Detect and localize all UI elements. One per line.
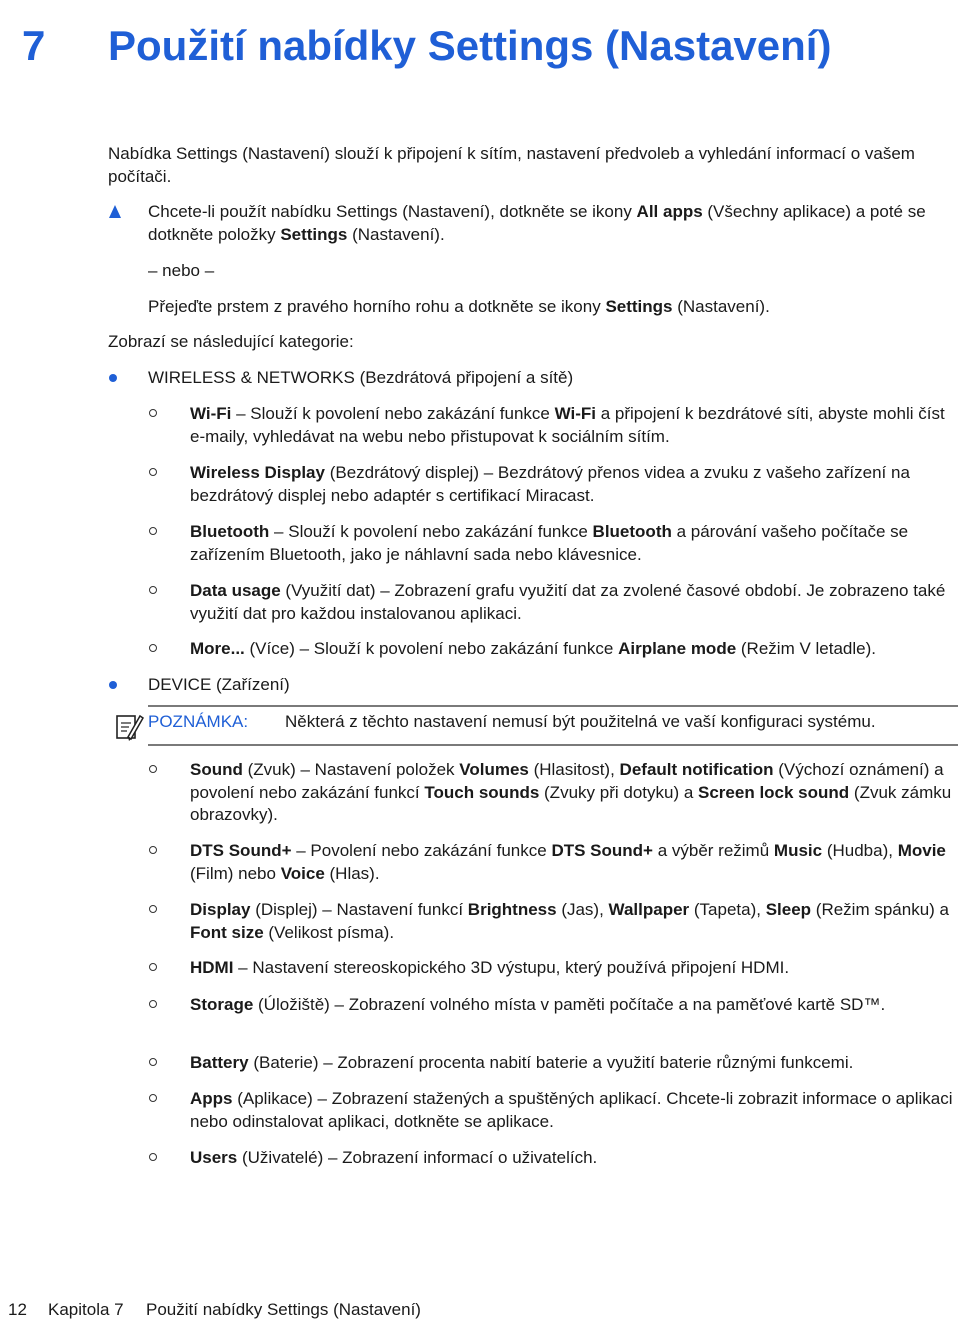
item-bullet — [149, 644, 157, 652]
item-bullet — [149, 468, 157, 476]
device-item-dts-sound: DTS Sound+ – Povolení nebo zakázání funkce DTS Sound+ a výběr režimů Music (Hudba), Movie (Film) nebo Voice (Hlas). — [190, 841, 946, 883]
wireless-item-more: More... (Více) – Slouží k povolení nebo zakázání funkce Airplane mode (Režim V letadle). — [190, 639, 876, 658]
page-number: 12 — [8, 1300, 27, 1319]
device-heading: DEVICE (Zařízení) — [148, 675, 290, 694]
device-item-storage: Storage (Úložiště) – Zobrazení volného místa v paměti počítače a na paměťové kartě SD™. — [190, 995, 886, 1014]
wireless-item-wifi: Wi-Fi – Slouží k povolení nebo zakázání funkce Wi-Fi a připojení k bezdrátové síti, abyste mohli číst e-maily, vyhledávat na webu nebo přistupovat k sociálním sítím. — [190, 404, 945, 446]
item-bullet — [149, 905, 157, 913]
chapter-heading — [22, 18, 942, 76]
device-item-display: Display (Displej) – Nastavení funkcí Brightness (Jas), Wallpaper (Tapeta), Sleep (Režim spánku) a Font size (Velikost písma). — [190, 900, 949, 942]
chapter-title: Použití nabídky Settings (Nastavení) — [108, 22, 832, 69]
item-bullet — [149, 527, 157, 535]
device-item-users: Users (Uživatelé) – Zobrazení informací o uživatelích. — [190, 1148, 598, 1167]
item-bullet — [149, 963, 157, 971]
footer-chapter-label: Kapitola 7 — [48, 1300, 124, 1319]
item-bullet — [149, 846, 157, 854]
footer-chapter-title: Použití nabídky Settings (Nastavení) — [146, 1300, 421, 1319]
item-bullet — [149, 1094, 157, 1102]
or-separator: – nebo – — [148, 261, 215, 280]
wireless-heading: WIRELESS & NETWORKS (Bezdrátová připojení a sítě) — [148, 368, 574, 387]
item-bullet — [149, 409, 157, 417]
note-pencil-icon — [114, 710, 144, 744]
item-bullet — [149, 1058, 157, 1066]
device-item-hdmi: HDMI – Nastavení stereoskopického 3D výstupu, který používá připojení HDMI. — [190, 958, 790, 977]
item-bullet — [149, 765, 157, 773]
device-item-sound: Sound (Zvuk) – Nastavení položek Volumes (Hlasitost), Default notification (Výchozí oznámení) a povolení nebo zakázání funkcí Touch sounds (Zvuky při dotyku) a Screen lock sound (Zvuk zámku obrazovky). — [190, 760, 952, 824]
note-bottom-rule — [148, 744, 958, 746]
device-item-battery: Battery (Baterie) – Zobrazení procenta nabití baterie a využití baterie různými funkcemi. — [190, 1053, 854, 1072]
device-item-apps: Apps (Aplikace) – Zobrazení stažených a spuštěných aplikací. Chcete-li zobrazit informace o aplikaci nebo odinstalovat aplikaci, dotkněte se aplikace. — [190, 1089, 953, 1131]
triangle-icon — [109, 205, 121, 218]
wireless-item-bluetooth: Bluetooth – Slouží k povolení nebo zakázání funkce Bluetooth a párování vašeho počítače se zařízením Bluetooth, jako je náhlavní sada nebo klávesnice. — [190, 522, 909, 564]
item-bullet — [149, 1153, 157, 1161]
note-text: Některá z těchto nastavení nemusí být použitelná ve vaší konfiguraci systému. — [285, 712, 876, 731]
intro-paragraph: Nabídka Settings (Nastavení) slouží k připojení k sítím, nastavení předvoleb a vyhledání informací o vašem počítači. — [108, 144, 915, 186]
wireless-item-data-usage: Data usage (Využití dat) – Zobrazení grafu využití dat za zvolené časové období. Je zobrazeno také využití dat pro každou instalovanou aplikaci. — [190, 581, 946, 623]
category-bullet — [109, 681, 117, 689]
step-alternative: Přejeďte prstem z pravého horního rohu a dotkněte se ikony Settings (Nastavení). — [148, 297, 770, 316]
note-label: POZNÁMKA: — [148, 712, 249, 731]
step-paragraph: Chcete-li použít nabídku Settings (Nastavení), dotkněte se ikony All apps (Všechny aplikace) a poté se dotkněte položky Settings (Nastavení). — [148, 202, 926, 244]
category-bullet — [109, 374, 117, 382]
page-footer — [8, 1299, 421, 1321]
wireless-item-wireless-display: Wireless Display (Bezdrátový displej) – Bezdrátový přenos videa a zvuku z vašeho zařízení na bezdrátový displej nebo adaptér s certifikací Miracast. — [190, 463, 910, 505]
chapter-number: 7 — [22, 22, 46, 69]
item-bullet — [149, 1000, 157, 1008]
categories-intro: Zobrazí se následující kategorie: — [108, 332, 354, 351]
note-top-rule — [148, 705, 958, 707]
item-bullet — [149, 586, 157, 594]
